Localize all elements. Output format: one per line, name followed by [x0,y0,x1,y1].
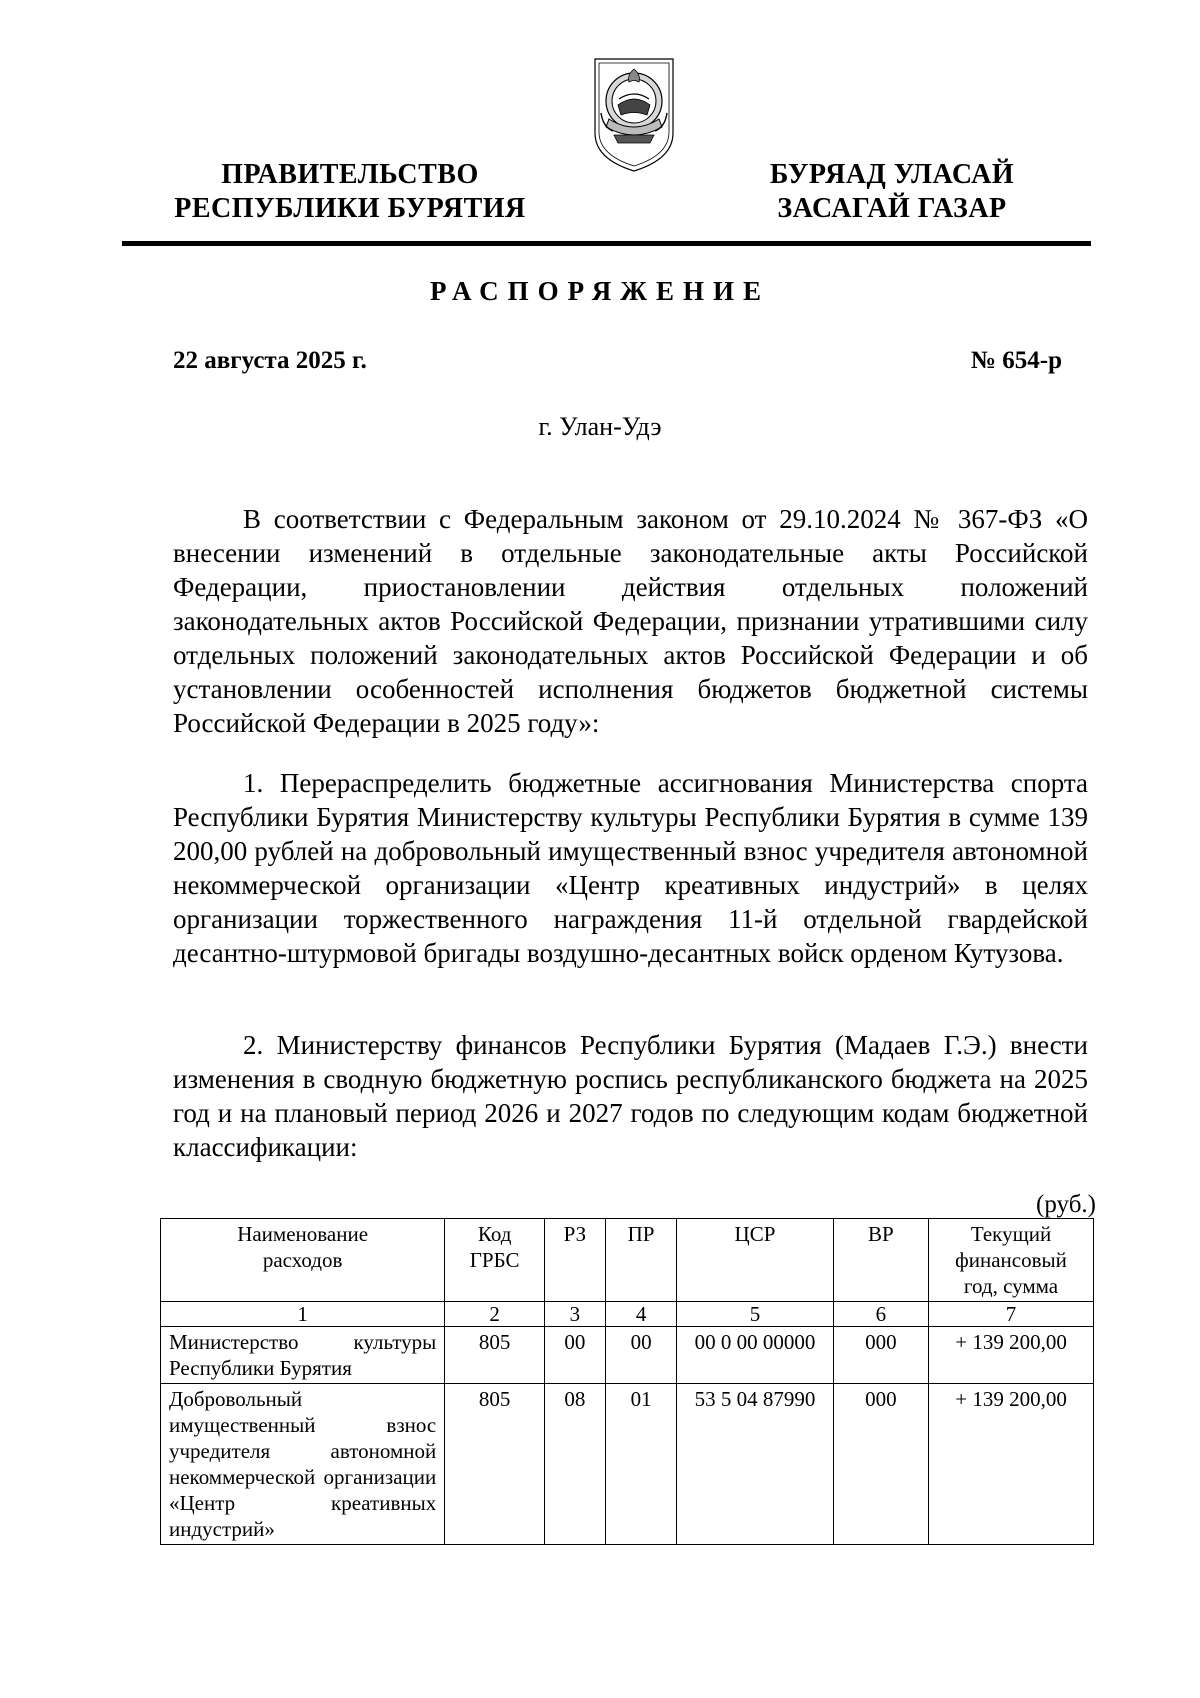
header-vr: ВР [833,1219,928,1302]
row-rz: 00 [545,1327,606,1384]
header-grbs: Код ГРБС [445,1219,545,1302]
header-csr: ЦСР [677,1219,833,1302]
government-name-ru-line2: РЕСПУБЛИКИ БУРЯТИЯ [174,193,526,224]
government-name-bua [742,158,1042,226]
budget-classification-table [160,1218,1094,1545]
index-cell: 2 [445,1302,545,1327]
table-header-row [161,1219,1094,1302]
index-cell: 4 [605,1302,677,1327]
row-csr: 00 0 00 00000 [677,1327,833,1384]
row-sum: + 139 200,00 [929,1327,1094,1384]
table-row [161,1384,1094,1545]
row-pr: 01 [605,1384,677,1545]
table-unit: (руб.) [1036,1191,1096,1218]
document-number: № 654-р [970,347,1062,374]
document-date: 22 августа 2025 г. [173,347,367,374]
government-name-ru [160,158,540,226]
index-cell: 1 [161,1302,445,1327]
row-vr: 000 [833,1384,928,1545]
header-name: Наименование расходов [161,1219,445,1302]
index-cell: 3 [545,1302,606,1327]
row-pr: 00 [605,1327,677,1384]
header-divider [122,241,1091,246]
preamble-text: В соответствии с Федеральным законом от 29.10.2024 № 367-ФЗ «О внесении изменений в отдельные законодательные акты Российской Федерации, приостановлении действия отдельных положений законодательных актов Российской Федерации, признании утратившими силу отдельных положений законодательных актов Российской Федерации и об установлении особенностей исполнения бюджетов бюджетной системы Российской Федерации в 2025 году»: [173,504,1088,738]
index-cell: 5 [677,1302,833,1327]
row-name: Добровольный имущественный взнос учредителя автономной некоммерческой организации «Центр креативных индустрий» [161,1384,445,1545]
government-name-ru-line1: ПРАВИТЕЛЬСТВО [221,159,479,190]
item-2-text: 2. Министерству финансов Республики Бурятия (Мадаев Г.Э.) внести изменения в сводную бюджетную роспись республиканского бюджета на 2025 год и на плановый период 2026 и 2027 годов по следующим кодам бюджетной классификации: [173,1030,1088,1162]
row-csr: 53 5 04 87990 [677,1384,833,1545]
item-1-paragraph [173,766,1088,970]
row-grbs: 805 [445,1327,545,1384]
government-name-bua-line1: БУРЯАД УЛАСАЙ [769,159,1015,190]
table-index-row [161,1302,1094,1327]
row-grbs: 805 [445,1384,545,1545]
index-cell: 6 [833,1302,928,1327]
row-vr: 000 [833,1327,928,1384]
index-cell: 7 [929,1302,1094,1327]
coat-of-arms-icon [589,55,679,173]
document-city: г. Улан-Удэ [538,412,662,441]
row-rz: 08 [545,1384,606,1545]
item-1-text: 1. Перераспределить бюджетные ассигнования Министерства спорта Республики Бурятия Министерству культуры Республики Бурятия в сумме 139 200,00 рублей на добровольный имущественный взнос учредителя автономной некоммерческой организации «Центр креативных индустрий» в целях организации торжественного награждения 11-й отдельной гвардейской десантно-штурмовой бригады воздушно-десантных войск орденом Кутузова. [173,768,1088,968]
government-name-bua-line2: ЗАСАГАЙ ГАЗАР [777,193,1007,224]
header-pr: ПР [605,1219,677,1302]
header-sum: Текущий финансовый год, сумма [929,1219,1094,1302]
document-title: РАСПОРЯЖЕНИЕ [429,276,771,306]
preamble-paragraph [173,502,1088,740]
item-2-paragraph [173,1028,1088,1164]
header-rz: РЗ [545,1219,606,1302]
row-name: Министерство культуры Республики Бурятия [161,1327,445,1384]
row-sum: + 139 200,00 [929,1384,1094,1545]
table-row [161,1327,1094,1384]
